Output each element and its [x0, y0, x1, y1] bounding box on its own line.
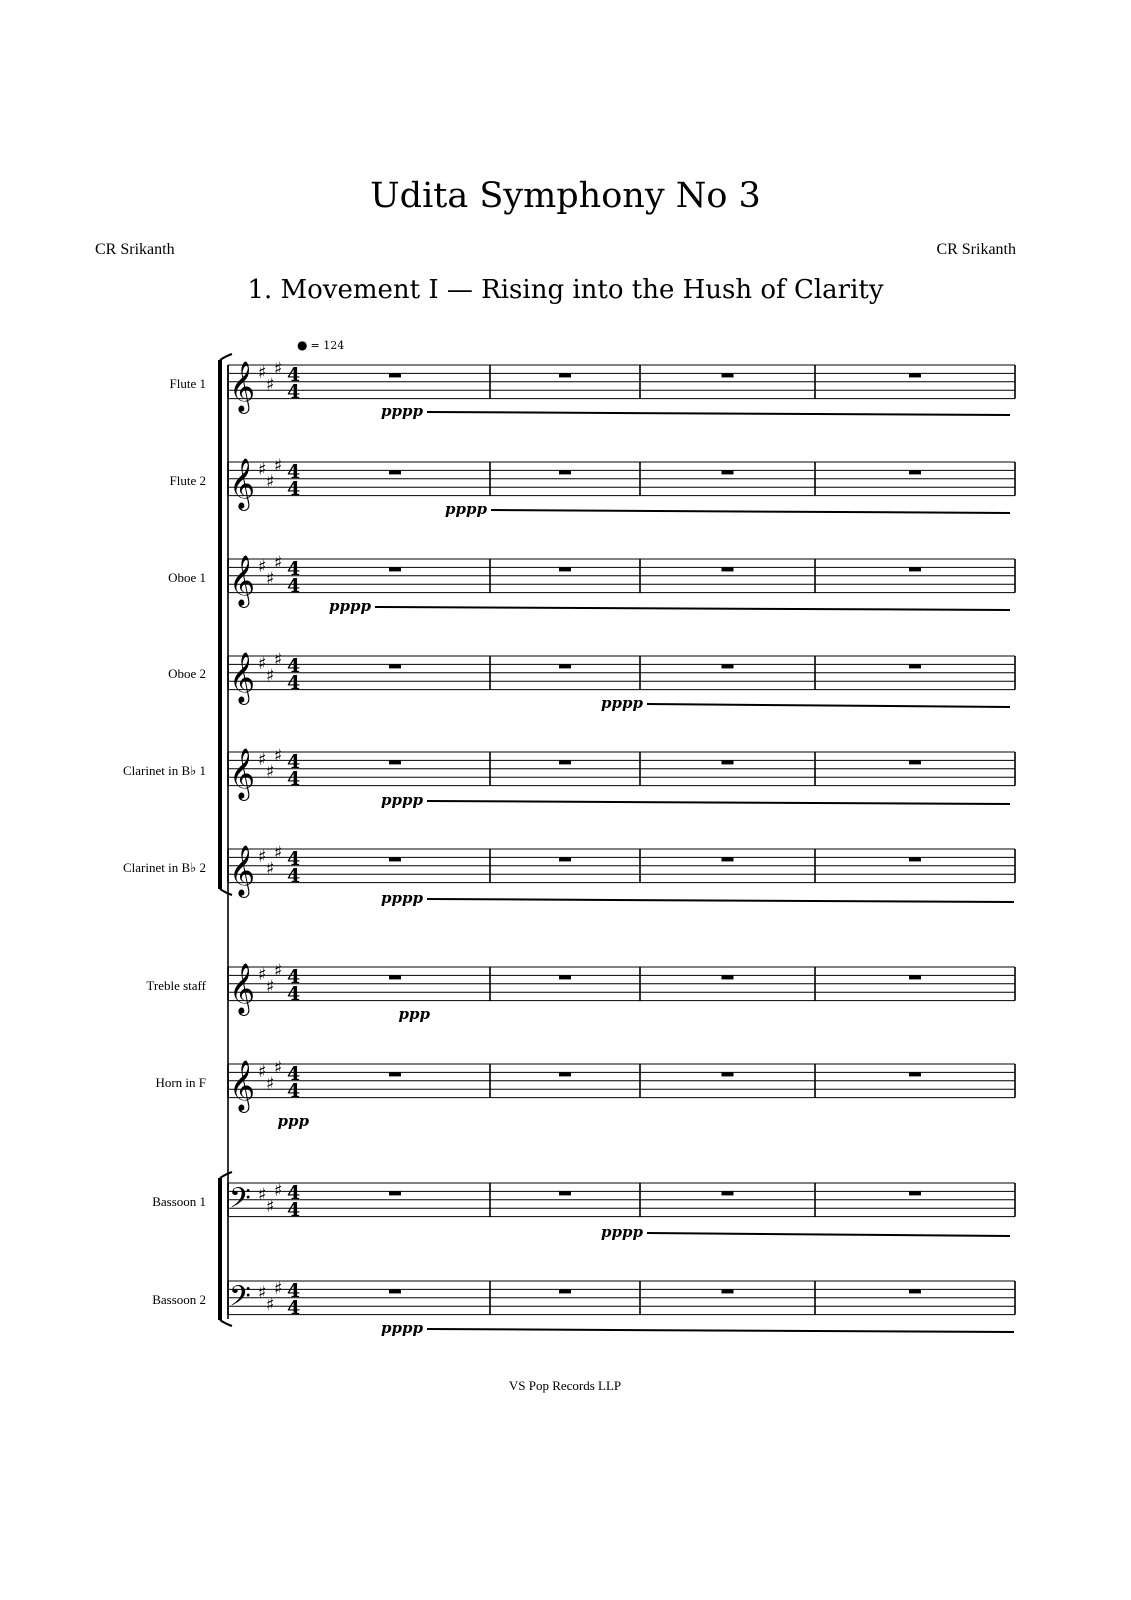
composer-right: CR Srikanth: [936, 241, 1016, 258]
whole-rest-icon: [389, 857, 401, 861]
time-signature: 4: [287, 575, 301, 597]
time-signature: 4: [287, 381, 301, 403]
sharp-icon: ♯: [266, 859, 275, 879]
whole-rest-icon: [722, 1191, 734, 1195]
sharp-icon: ♯: [266, 569, 275, 589]
time-signature: 4: [287, 1182, 301, 1204]
instrument-label: Flute 1: [169, 376, 206, 391]
sharp-icon: ♯: [266, 977, 275, 997]
clef-icon: 𝄞: [229, 748, 256, 799]
whole-rest-icon: [559, 1289, 571, 1293]
whole-rest-icon: [909, 975, 921, 979]
dynamic-marking: pppp: [381, 889, 423, 907]
sharp-icon: ♯: [274, 843, 283, 863]
instrument-label: Bassoon 2: [152, 1292, 206, 1307]
sharp-icon: ♯: [274, 553, 283, 573]
sharp-icon: ♯: [258, 460, 267, 480]
crescendo-line: [427, 801, 1010, 804]
whole-rest-icon: [389, 1289, 401, 1293]
whole-rest-icon: [722, 760, 734, 764]
whole-rest-icon: [389, 975, 401, 979]
clef-icon: 𝄞: [229, 458, 256, 509]
whole-rest-icon: [389, 470, 401, 474]
whole-rest-icon: [722, 975, 734, 979]
sharp-icon: ♯: [258, 654, 267, 674]
time-signature: 4: [287, 478, 301, 500]
time-signature: 4: [287, 966, 301, 988]
clef-icon: 𝄢: [229, 1280, 251, 1320]
time-signature: 4: [287, 461, 301, 483]
whole-rest-icon: [559, 975, 571, 979]
crescendo-line: [427, 1329, 1014, 1332]
time-signature: 4: [287, 558, 301, 580]
whole-rest-icon: [389, 664, 401, 668]
sharp-icon: ♯: [258, 847, 267, 867]
whole-rest-icon: [389, 567, 401, 571]
sharp-icon: ♯: [274, 1279, 283, 1299]
whole-rest-icon: [909, 373, 921, 377]
dynamic-marking: pppp: [381, 402, 423, 420]
sharp-icon: ♯: [258, 557, 267, 577]
clef-icon: 𝄢: [229, 1182, 251, 1222]
whole-rest-icon: [909, 1191, 921, 1195]
clef-icon: 𝄞: [229, 1060, 256, 1111]
sharp-icon: ♯: [258, 1185, 267, 1205]
sharp-icon: ♯: [258, 750, 267, 770]
whole-rest-icon: [559, 373, 571, 377]
movement-title: 1. Movement I — Rising into the Hush of Clarity: [247, 275, 884, 305]
instrument-label: Oboe 2: [168, 666, 206, 681]
whole-rest-icon: [909, 857, 921, 861]
whole-rest-icon: [909, 470, 921, 474]
sharp-icon: ♯: [258, 965, 267, 985]
sharp-icon: ♯: [274, 1181, 283, 1201]
sharp-icon: ♯: [274, 359, 283, 379]
time-signature: 4: [287, 1297, 301, 1319]
time-signature: 4: [287, 655, 301, 677]
whole-rest-icon: [722, 567, 734, 571]
whole-rest-icon: [559, 470, 571, 474]
instrument-label: Flute 2: [169, 473, 206, 488]
instrument-label: Clarinet in B♭ 2: [122, 860, 206, 875]
whole-rest-icon: [722, 373, 734, 377]
whole-rest-icon: [559, 664, 571, 668]
tempo-marking: ● = 124: [297, 338, 345, 352]
instrument-label: Treble staff: [146, 978, 206, 993]
time-signature: 4: [287, 983, 301, 1005]
time-signature: 4: [287, 364, 301, 386]
whole-rest-icon: [722, 664, 734, 668]
sharp-icon: ♯: [266, 1295, 275, 1315]
dynamic-marking: pppp: [381, 1319, 423, 1337]
dynamic-marking: ppp: [398, 1005, 430, 1023]
sharp-icon: ♯: [274, 650, 283, 670]
instrument-label: Clarinet in B♭ 1: [122, 763, 206, 778]
clef-icon: 𝄞: [229, 845, 256, 896]
whole-rest-icon: [389, 1191, 401, 1195]
time-signature: 4: [287, 865, 301, 887]
clef-icon: 𝄞: [229, 555, 256, 606]
crescendo-line: [647, 1233, 1010, 1236]
clef-icon: 𝄞: [229, 361, 256, 412]
crescendo-line: [427, 899, 1014, 902]
dynamic-marking: pppp: [329, 597, 371, 615]
whole-rest-icon: [559, 1191, 571, 1195]
whole-rest-icon: [559, 760, 571, 764]
crescendo-line: [491, 510, 1010, 513]
time-signature: 4: [287, 751, 301, 773]
crescendo-line: [427, 412, 1010, 415]
whole-rest-icon: [909, 1289, 921, 1293]
whole-rest-icon: [559, 567, 571, 571]
score-title: Udita Symphony No 3: [370, 176, 761, 216]
whole-rest-icon: [722, 1289, 734, 1293]
footer-publisher: VS Pop Records LLP: [508, 1378, 622, 1393]
sharp-icon: ♯: [274, 746, 283, 766]
sharp-icon: ♯: [266, 375, 275, 395]
time-signature: 4: [287, 1199, 301, 1221]
time-signature: 4: [287, 1280, 301, 1302]
crescendo-line: [375, 607, 1010, 610]
time-signature: 4: [287, 1063, 301, 1085]
sharp-icon: ♯: [258, 363, 267, 383]
instrument-label: Horn in F: [155, 1075, 206, 1090]
time-signature: 4: [287, 672, 301, 694]
dynamic-marking: pppp: [601, 694, 643, 712]
sharp-icon: ♯: [258, 1283, 267, 1303]
whole-rest-icon: [909, 567, 921, 571]
sharp-icon: ♯: [274, 456, 283, 476]
sharp-icon: ♯: [266, 666, 275, 686]
sharp-icon: ♯: [266, 472, 275, 492]
whole-rest-icon: [722, 857, 734, 861]
dynamic-marking: pppp: [445, 500, 487, 518]
sharp-icon: ♯: [274, 1058, 283, 1078]
sharp-icon: ♯: [274, 961, 283, 981]
time-signature: 4: [287, 848, 301, 870]
whole-rest-icon: [559, 1072, 571, 1076]
whole-rest-icon: [722, 1072, 734, 1076]
sharp-icon: ♯: [258, 1062, 267, 1082]
dynamic-marking: pppp: [381, 791, 423, 809]
instrument-label: Bassoon 1: [152, 1194, 206, 1209]
clef-icon: 𝄞: [229, 652, 256, 703]
crescendo-line: [647, 704, 1010, 707]
dynamic-marking: pppp: [601, 1223, 643, 1241]
sharp-icon: ♯: [266, 1197, 275, 1217]
instrument-label: Oboe 1: [168, 570, 206, 585]
dynamic-marking: ppp: [277, 1112, 309, 1130]
whole-rest-icon: [389, 373, 401, 377]
sharp-icon: ♯: [266, 762, 275, 782]
whole-rest-icon: [389, 760, 401, 764]
time-signature: 4: [287, 1080, 301, 1102]
whole-rest-icon: [559, 857, 571, 861]
whole-rest-icon: [909, 1072, 921, 1076]
whole-rest-icon: [722, 470, 734, 474]
time-signature: 4: [287, 768, 301, 790]
whole-rest-icon: [909, 760, 921, 764]
composer-left: CR Srikanth: [95, 241, 175, 258]
sharp-icon: ♯: [266, 1074, 275, 1094]
whole-rest-icon: [389, 1072, 401, 1076]
whole-rest-icon: [909, 664, 921, 668]
clef-icon: 𝄞: [229, 963, 256, 1014]
